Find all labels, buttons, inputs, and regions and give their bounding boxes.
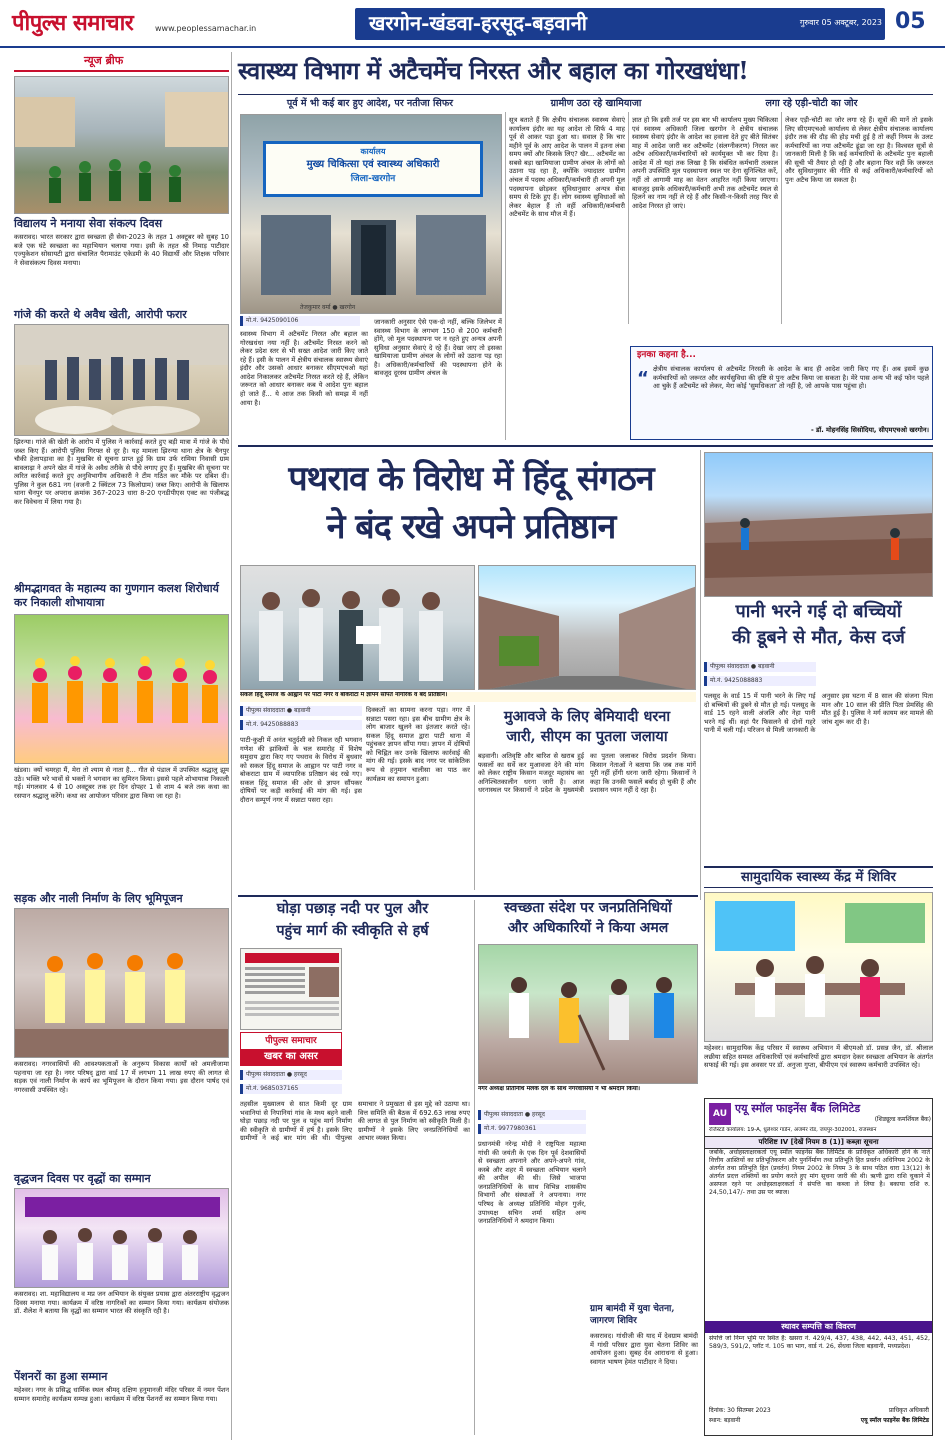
brief-title-4[interactable]: सड़क और नाली निर्माण के लिए भूमिपूजन <box>14 892 183 905</box>
clean-text-b <box>590 1110 698 1302</box>
column-divider <box>231 52 232 1440</box>
quote-box <box>630 346 933 440</box>
second-col-2: दिक्कतों का सामना करना पड़ा। नगर में सन्नाटा पसरा रहा। इस बीच ग्रामीण क्षेत्र के लोग बाजार खुलने का इंतजार करते रहे। सकल हिंदू समाज द्वारा पाटी थाना में पहुंचकर ज्ञापन सौंपा गया। ज्ञापन में दोषियों को चिह्नित कर उनके खिलाफ कार्रवाई की मांग की गई। इसके बाद नगर पर सांकेतिक रूप से हनुमान चालीसा का पाठ कर कार्यक्रम का समापन हुआ। <box>366 706 470 783</box>
brief-text-5: कसरावद। शा. महाविद्यालय व मप्र जन अभियान के संयुक्त प्रयास द्वारा अंतरराष्ट्रीय वृद्धजन दिवस मनाया गया। कार्यक्रम में वरिष्ठ नागरिकों का सम्मान किया गया। कार्यक्रम संयोजक डॉ. शैलेश ने बताया कि वृद्धों का सम्मान भारत की संस्कृति रही है। <box>14 1290 229 1316</box>
impact-badge <box>240 1032 342 1066</box>
section-rule-2 <box>238 895 698 897</box>
health-camp-photo <box>704 892 933 1042</box>
bank-address: रजिस्टर्ड कार्यालय: 19-A, धुलेश्वर गार्डन, अजमेर रोड, जयपुर-302001, राजस्थान <box>709 1127 877 1133</box>
brief-title-1[interactable]: विद्यालय ने मनाया सेवा संकल्प दिवस <box>14 217 163 230</box>
bridge-mobile: मो.नं. 9685037165 <box>240 1084 342 1094</box>
bank-notice <box>704 1098 933 1436</box>
drowning-byline: पीपुल्स संवाददाता ● बड़वानी <box>704 662 816 672</box>
lead-subhead-1: पूर्व में भी कई बार हुए आदेश, पर नतीजा सिफर <box>286 98 454 109</box>
badge-logo: पीपुल्स समाचार <box>241 1033 341 1049</box>
website-url[interactable]: www.peoplessamachar.in <box>155 24 257 33</box>
doctor-camp-illustration <box>705 893 933 1042</box>
lead-divider-2 <box>628 112 629 324</box>
brief-text-2: झिरन्या। गांजे की खेती के आरोप में पुलिस ने कार्रवाई करते हुए बड़ी मात्रा में गांजे के पौधे जब्त किए हैं। आरोपी पुलिस गिरफ्त से दूर है। यह मामला झिरन्या थाना क्षेत्र के चैनपुर चौकी हेलापड़ावा का है। मुखबिर से सूचना प्राप्त हुई कि ग्राम उर्फ रामिया निवासी ग्राम बावलाढ़ा ने अपने खेत में गांजे के अवैध तरीके से पौधे लगाए हुए हैं। मुखबिर की सूचना पर त्वरित कार्रवाई करते हुए अनुविभागीय अधिकारी ने टीम गठित कर मौके पर दबिश दी। पुलिस ने कुल 681 नग (वजनी 2 क्विंटल 73 किलोग्राम) जब्त किए। आरोपी के खिलाफ थाना चैनपुर पर अपराध क्रमांक 367-2023 धारा 8-20 एनडीपीएस एक्ट का पंजीबद्ध कर विवेचना में लिया गया है। <box>14 438 229 506</box>
clean-photo-caption: नगर अध्यक्ष प्रतिनिधि मलक दल के साथ नगरवासियों ने भी श्रमदान किया। <box>478 1086 641 1092</box>
bridge-text: तहसील मुख्यालय से सात किमी दूर ग्राम भवानियां से निपानियां गांव के मध्य बहने वाली घोड़ा पछाड़ नदी पर पुल व पहुंच मार्ग निर्माण की स्वीकृति से ग्रामीणों में हर्ष है। इसके लिए ग्रामीणों ने कई बार मांग की थी। पीपुल्स समाचार ने प्रमुखता से इस मुद्दे को उठाया था। वित्त समिति की बैठक में 692.63 लाख रुपए की लागत से पुल निर्माण को स्वीकृति मिली है। ग्रामीणों ने इसके लिए जनप्रतिनिधियों का आभार व्यक्त किया। <box>240 1100 470 1143</box>
dharna-divider <box>474 705 475 890</box>
quote-text: क्षेत्रीय संचालक कार्यालय से अटैचमेंट निरस्ती के आदेश के बाद ही आदेश जारी किए गए हैं। अब इसमें कुछ कर्मचारियों को जरूरत और कार्यसुविधा की दृष्टि से पुनः अटैच किया जा सकता है। मेरे पास अन्य भी कई फोन पहले आ चुके हैं अटैचमेंट को लेकर, मेरा कोई 'सुमधिकता' तो नहीं है, जो आपके पास पहुंचा हो। <box>653 365 929 391</box>
lead-col-4: ज्ञात हो कि इसी तर्ज पर इस बार भी कार्यालय मुख्य चिकित्सा एवं स्वास्थ्य अधिकारी जिला खरगोन ने क्षेत्रीय संचालक स्वास्थ्य सेवाएं इंदौर के आदेश का हवाला देते हुए बीते सितंबर माह में आदेश जारी कर अटैचमेंट (संलग्नीकरण) निरस्त कर अटैच अधिकारी/कर्मचारियों को कार्यमुक्त भी कर दिया है। आदेश में तो यहां तक लिखा है कि संबंधित कर्मचारी तत्काल अपनी उपस्थिति मूल पदस्थापना स्थल पर देना सुनिश्चित करें, नहीं तो आगामी माह का वेतन आहरित नहीं किया जाएगा। बावजूद इसके अधिकारी/कर्मचारी अभी तक अटैचमेंट स्थल से हिलने का नाम नहीं ले रहे हैं और किसी-न-किसी तरह फिर से आदेश निरस्त हो जाएं। <box>632 116 778 210</box>
notice-body: जबकि, अधोहस्ताक्षरकर्ता एयू स्मॉल फाइनेंस बैंक लिमिटेड के प्राधिकृत अधिकारी होने के नाते वित्तीय आस्तियों का प्रतिभूतिकरण और पुनर्निर्माण तथा प्रतिभूति हित प्रवर्तन अधिनियम 2002 के अंतर्गत तथा प्रतिभूति हित (प्रवर्तन) नियम 2002 के नियम 3 के साथ पठित धारा 13(12) के अंतर्गत प्रदत्त शक्तियों का प्रयोग करते हुए मांग सूचना जारी की थी। ऋणी द्वारा राशि चुकाने में असफल रहने पर अधोहस्ताक्षरकर्ता ने संपत्ति का कब्जा ले लिया है। बकाया राशि रु. 24,50,147/- तथा उस पर ब्याज। <box>709 1149 930 1197</box>
bridge-headline-2[interactable]: पहुंच मार्ग की स्वीकृति से हर्ष <box>276 922 429 939</box>
bridge-side-text <box>346 948 466 1098</box>
elders-honour-photo <box>14 1188 229 1288</box>
lead-mobile: मो.नं. 9425090106 <box>240 316 360 326</box>
police-seizure-photo <box>14 324 229 436</box>
property-title: स्थावर सम्पत्ति का विवरण <box>705 1321 932 1333</box>
lead-byline: तेजकुमार वर्मा ● खरगोन <box>300 304 356 311</box>
dharna-headline-2[interactable]: जारी, सीएम का पुतला जलाया <box>506 728 668 745</box>
river-photo <box>704 452 933 597</box>
second-headline-1[interactable]: पथराव के विरोध में हिंदू संगठन <box>288 459 654 499</box>
masthead <box>0 0 945 48</box>
school-rally-photo <box>14 76 229 214</box>
lead-col-2: जानकारी अनुसार ऐसे एक-दो नहीं, बल्कि जिलेभर में स्वास्थ्य विभाग के लगभग 150 से 200 कर्मचारी होंगे, जो मूल पदस्थापना पर न रहते हुए अन्यत्र अपनी सुविधा अनुसार सेवाएं दे रहे हैं। देखा जाए तो इसका खामियाजा ग्रामीण अंचल के लोगों को उठाना पड़ रहा है। अधिकारी/कर्मचारियों की पदस्थापना होने के बावजूद दूरस्थ ग्रामीण अंचल के <box>374 318 502 378</box>
brief-title-2[interactable]: गांजे की करते थे अवैध खेती, आरोपी फरार <box>14 308 187 321</box>
second-photo-caption: सकल हिंदू समाज के आह्वान पर पाटी नगर व बोकराटा में ज्ञापन सौंपते नागरिक व बंद प्रतिष्ठान। <box>240 692 696 702</box>
newspaper-logo[interactable]: पीपुल्स समाचार <box>12 11 134 36</box>
clean-sub-headline[interactable]: ग्राम बामंदी में युवा चेतना, जागरण शिविर <box>590 1304 675 1326</box>
kalash-yatra-photo <box>14 614 229 764</box>
lead-col-5: लेकर एड़ी-चोटी का जोर लगा रहे हैं। सूत्रों की मानें तो इसके लिए सीएमएचओ कार्यालय से लेकर क्षेत्रीय संचालक कार्यालय इंदौर तक की दौड़ की होड़ मची हुई है तो कहीं नियम के उलट कर्मचारियों का नया अटैचमेंट ढूंढा जा रहा है। विश्वस्त सूत्रों से जानकारी मिली है कि कई कर्मचारियों के अटैचमेंट पुनः बहाली की सूची भी तैयार हो रही है और बहाना फिर वही कि जरूरत और सुविधानुसार की नीति से कई अधिकारी/कर्मचारियों को पुनः अटैच किया जा सकता है। <box>785 116 933 184</box>
riverbank-illustration <box>705 453 933 597</box>
clean-byline: पीपुल्स संवाददाता ● हरसूद <box>478 1110 586 1120</box>
notice-bank-sign: एयू स्मॉल फाइनेंस बैंक लिमिटेड <box>860 1417 929 1424</box>
bank-logo-icon: AU <box>709 1103 731 1125</box>
closed-market-photo <box>478 565 696 690</box>
camp-headline[interactable]: सामुदायिक स्वास्थ्य केंद्र में शिविर <box>741 870 896 885</box>
bank-subtitle: (शिड्यूल्ड कमर्शियल बैंक) <box>874 1116 931 1123</box>
clipping-illustration <box>241 949 342 1030</box>
notice-date: दिनांक: 30 सितम्बर 2023 <box>709 1407 771 1414</box>
quote-attribution: - डॉ. मोहनसिंह सिसोदिया, सीएमएचओ खरगोन। <box>810 426 929 434</box>
clean-sub-text: कसरावद। गांधीजी की याद में देवग्राम बामंदी में गांधी परिसर द्वारा युवा चेतना शिविर का आयोजन हुआ। सुबह देव आराधना से हुआ। स्वागत भाषण हेमंत पाटीदार ने दिया। <box>590 1332 698 1366</box>
sign-line-1: कार्यालय <box>360 147 386 156</box>
camp-text: महेश्वर। सामुदायिक केंद्र परिसर में स्वास्थ्य अभियान में बीएमओ डॉ. प्रसन्न जैन, डॉ. श्रीलाल लछीया सहित समस्त अधिकारियों एवं कर्मचारियों द्वारा श्रमदान देकर स्वच्छता अभियान के अंतर्गत सफाई की गई। इस अवसर पर डॉ. अनुजा गुप्ता, बीपीएम एवं स्वास्थ्य कर्मचारी उपस्थित रहे। <box>704 1044 933 1070</box>
lead-col-3: सूत्र बताते हैं कि क्षेत्रीय संचालक स्वास्थ्य सेवाएं कार्यालय इंदौर का यह आदेश तो सिर्फ 4 माह पूर्व से आकर पड़ा हुआ था। सवाल है कि चार महीने पूर्व के आए आदेश के पालन में इतना लंबा समय क्यों और किसके लिए? खैर... अटैचमेंट का सबसे बड़ा खामियाजा ग्रामीण अंचल के लोगों को उठाना पड़ रहा है, क्योंकि ज्यादातर ग्रामीण अंचल में पदस्थ अधिकारी/कर्मचारी ही अपनी मूल पदस्थापना छोड़कर सुविधानुसार अन्यत्र सेवा समय से टिके हुए हैं। लोग स्वास्थ्य सुविधाओं को लेकर बेहाल हैं तो वहीं अधिकारी/कर्मचारी अटैचमेंट के साथ मौज में हैं। <box>509 116 625 219</box>
dharna-headline-1[interactable]: मुआवजे के लिए बेमियादी धरना <box>503 708 671 725</box>
badge-title: खबर का असर <box>241 1049 341 1065</box>
drowning-headline-2[interactable]: की डूबने से मौत, केस दर्ज <box>732 627 905 648</box>
clean-headline-2[interactable]: और अधिकारियों ने किया अमल <box>507 920 669 936</box>
bhoomipujan-photo <box>14 908 229 1058</box>
sweeping-illustration <box>479 945 698 1084</box>
market-street-illustration <box>479 566 696 690</box>
notice-place: स्थान: बड़वानी <box>709 1417 741 1424</box>
brief-text-3: खंडवा। क्यों चमरहा मैं, मेरा तो श्याम से नाता है... गीत से पंडाल में उपस्थित श्रद्धालु झूम उठे। भक्ति भरे भावों से भक्तों ने भगवान का सुमिरन किया। इससे पहले शोभायात्रा निकाली गई। मंगलवार 4 से 10 अक्टूबर तक हर दिन दोपहर 1 से शाम 4 बजे तक कथा का रसपान श्रद्धालु करेंगे। कथा का आयोजन परिवार द्वारा किया जा रहा है। <box>14 766 229 800</box>
brief-text-1: कसरावद। भारत सरकार द्वारा स्वच्छता ही सेवा-2023 के तहत 1 अक्टूबर को सुबह 10 बजे एक घंटे स्वच्छता का महाभियान चलाया गया। इसी के तहत श्री निमाड़ पाटीदार एज्युकेशन सोसायटी द्वारा संचालित पैरामाउंट एकेडमी के 40 विद्यार्थी और शिक्षक परिवार ने सेवासंकल्प दिवस मनाया। <box>14 233 229 267</box>
news-brief-text: न्यूज ब्रीफ <box>84 54 124 67</box>
lead-divider-1 <box>505 112 506 440</box>
sign-line-3: जिला-खरगोन <box>350 174 396 185</box>
elders-illustration <box>15 1189 229 1288</box>
brief-title-6[interactable]: पेंशनरों का हुआ सम्मान <box>14 1370 108 1383</box>
camp-headline-box <box>704 866 933 888</box>
police-team-illustration <box>15 325 229 436</box>
second-byline: पीपुल्स संवाददाता ● बड़वानी <box>240 706 362 716</box>
news-brief-label <box>14 54 229 72</box>
cleanliness-drive-photo <box>478 944 698 1084</box>
second-headline-2[interactable]: ने बंद रखे अपने प्रतिष्ठान <box>326 507 616 547</box>
right-divider <box>700 450 701 900</box>
bridge-byline: पीपुल्स संवाददाता ● हरसूद <box>240 1070 342 1080</box>
bank-name: एयू स्मॉल फाइनेंस बैंक लिमिटेड <box>735 1102 861 1115</box>
drowning-mobile: मो.नं. 9425088883 <box>704 676 816 686</box>
memorandum-photo <box>240 565 475 690</box>
quote-mark-icon: “ <box>637 368 649 389</box>
procession-illustration <box>15 615 229 764</box>
lead-col-1: स्वास्थ्य विभाग में अटैचमेंट निरस्त और बहाल का गोरखधंधा नया नहीं है। अटैचमेंट निरस्त करने को लेकर प्रदेश स्तर से भी सख्त आदेश जारी किए जाते रहे हैं। इसी के पालन में क्षेत्रीय संचालक स्वास्थ्य सेवाएं इंदौर और उसको आधार बनाकर सीएमएचओ यहां आदेश निकालकर अटैचमेंट निरस्त करते रहे हैं, लेकिन जरूरत को आधार बनाकर कब ये आदेश पुनः बहाल हो जाते हैं... ये आज तक किसी को समझ में नहीं आया है। <box>240 330 368 407</box>
memorandum-illustration <box>241 566 475 690</box>
lead-subhead-3: लगा रहे एड़ी-चोटी का जोर <box>765 98 858 109</box>
section-title: खरगोन-खंडवा-हरसूद-बड़वानी <box>369 11 587 35</box>
notice-officer: प्राधिकृत अधिकारी <box>888 1407 929 1414</box>
notice-title: परिशिष्ट IV [देखें नियम 8 (1)] कब्ज़ा सूचना <box>705 1136 932 1149</box>
news-clipping-photo <box>240 948 342 1030</box>
lead-subhead-2: ग्रामीण उठा रहे खामियाजा <box>550 98 642 109</box>
ceremony-illustration <box>15 909 229 1058</box>
office-signboard <box>263 141 483 197</box>
clean-mobile: मो.नं. 9977980361 <box>478 1124 586 1134</box>
page-number: 05 <box>895 9 926 34</box>
brief-title-5[interactable]: वृद्धजन दिवस पर वृद्धों का सम्मान <box>14 1172 151 1185</box>
school-rally-illustration <box>15 77 229 214</box>
brief-text-6: महेश्वर। नगर के प्रसिद्ध धार्मिक स्थल श्रीमद् दक्षिण हनुमानजी मंदिर परिसर में नमन पेंशन सम्मान समारोह कार्यक्रम सम्पन्न हुआ। कार्यक्रम में वरिष्ठ पेंशनरों का सम्मान किया गया। <box>14 1386 229 1403</box>
clean-headline-1[interactable]: स्वच्छता संदेश पर जनप्रतिनिधियों <box>504 900 672 916</box>
lead-divider-3 <box>781 112 782 324</box>
clean-divider <box>474 900 475 1435</box>
second-col-1: पाटी-कुक्षी में अनंत चतुर्दशी को निकल रही भगवान गणेश की झांकियों के चल समारोह में विशेष समुदाय द्वारा किए गए पथराव के विरोध में बुधवार को सकल हिंदू समाज के आह्वान पर पाटी नगर व बोकराटा ग्राम में व्यापारिक प्रतिष्ठान बंद रखे गए। सकल हिंदू समाज की ओर से ज्ञापन सौंपकर दोषियों पर कड़ी कार्रवाई की मांग की गई। इस दौरान सम्पूर्ण नगर में सन्नाटा पसरा रहा। <box>240 736 362 804</box>
lead-headline[interactable]: स्वास्थ्य विभाग में अटैचमेंच निरस्त और बहाल का गोरखधंधा! <box>238 56 749 85</box>
brief-title-3[interactable]: श्रीमद्भागवत के महात्म्य का गुणगान कलश शिरोधार्य कर निकाली शोभायात्रा <box>14 582 219 610</box>
clean-text: प्रधानमंत्री नरेन्द्र मोदी ने राष्ट्रपिता महात्मा गांधी की जयंती के एक दिन पूर्व देशवासियों से स्वच्छता अपनाने और अपने-अपने गांव, कस्बे और शहर में स्वच्छता अभियान चलाने की अपील की थी। जिसे भाजपा जनप्रतिनिधियों के साथ विभिन्न शासकीय विभागों और संस्थाओं ने अपनाया। नगर परिषद के अध्यक्ष प्रतिनिधि मोहन गुर्जर, उपाध्यक्ष सचिन शर्मा सहित अन्य जनप्रतिनिधियों ने श्रमदान किया। <box>478 1140 586 1226</box>
office-building-illustration <box>241 205 502 314</box>
drowning-headline-1[interactable]: पानी भरने गई दो बच्चियों <box>735 601 902 622</box>
lead-rule <box>238 94 933 95</box>
dharna-text: बड़वानी। अतिवृष्टि और बारिश से खराब हुई फसलों का सर्वे कर मुआवजा देने की मांग को लेकर राष्ट्रीय किसान मजदूर महासंघ का अनिश्चितकालीन धरना जारी है। आज धरनास्थल पर किसानों ने प्रदेश के मुख्यमंत्री का पुतला जलाकर विरोध प्रदर्शन किया। किसान नेताओं ने बताया कि जब तक मांगें पूरी नहीं होंगी धरना जारी रहेगा। किसानों ने कहा कि उनकी फसलें बर्बाद हो चुकी हैं और प्रशासन ध्यान नहीं दे रहा है। <box>478 752 696 795</box>
second-mobile: मो.नं. 9425088883 <box>240 720 362 730</box>
bridge-headline-1[interactable]: घोड़ा पछाड़ नदी पर पुल और <box>276 900 429 917</box>
issue-date: गुरुवार 05 अक्टूबर, 2023 <box>799 18 882 27</box>
property-details: संपत्ति जो निम्न भूमि पर स्थित है: खसरा नं. 429/4, 437, 438, 442, 443, 451, 452, 589/3, 591/2, प्लॉट नं. 105 का भाग, वार्ड नं. 26, सेंधवा जिला बड़वानी, मध्यप्रदेश। <box>709 1335 930 1351</box>
brief-text-4: कसरावद। नगरवासियों की आवश्यकताओं के अनुरूप विकास कार्यों को अमलीजामा पहनाया जा रहा है। नगर परिषद् द्वारा वार्ड 17 में लगभग 11 लाख रुपए की लागत से सड़क एवं नाली निर्माण के कार्य का भूमिपूजन के दौरान किया गया। इस दौरान पार्षद एवं नगरवासी उपस्थित रहे। <box>14 1060 229 1094</box>
drowning-text: पलसूद के वार्ड 15 में पानी भरने के लिए गई दो बच्चियों की डूबने से मौत हो गई। पलसूद के वार्ड 15 रहने वाली अंजलि और नेहा पानी भरने गई थीं। वहां पैर फिसलने से दोनों गहरे पानी में चली गईं। परिजन से मिली जानकारी के अनुसार इस घटना में 8 साल की संजना पिता मान और 10 साल की प्रीति पिता प्रेमसिंह की मौत हुई है। पुलिस ने मर्ग कायम कर मामले की जांच शुरू कर दी है। <box>704 692 933 735</box>
cmho-office-photo <box>240 114 502 314</box>
sign-line-2: मुख्य चिकित्सा एवं स्वास्थ्य अधिकारी <box>306 159 440 171</box>
section-rule-1 <box>238 445 933 447</box>
quote-label: इनका कहना है... <box>637 350 696 360</box>
